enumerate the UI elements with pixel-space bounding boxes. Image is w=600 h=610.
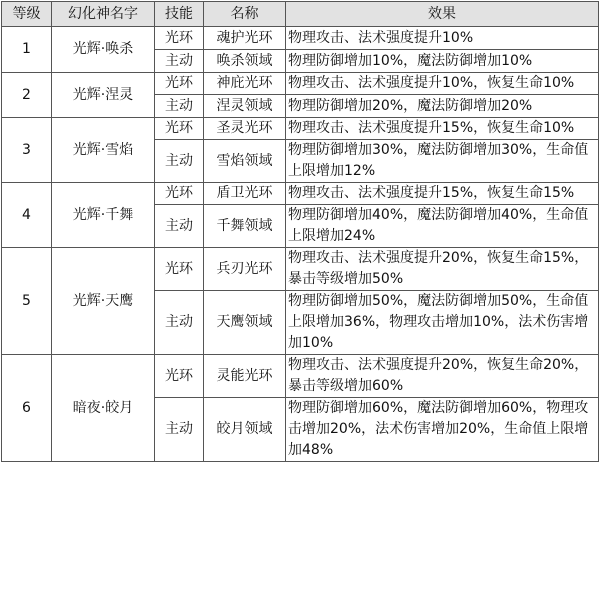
form-name-cell: 光辉·雪焰 [52,118,155,183]
level-cell: 1 [2,27,52,73]
skill-name-cell: 天鹰领域 [204,291,286,355]
skill-name-cell: 唤杀领域 [204,50,286,73]
table-row [2,73,599,95]
transformation-skill-table [1,1,599,462]
effect-cell: 物理攻击、法术强度提升10%，恢复生命10% [286,73,599,95]
level-cell: 6 [2,355,52,462]
skill-type-cell: 光环 [155,118,204,140]
skill-name-cell: 雪焰领域 [204,140,286,183]
header-level: 等级 [2,2,52,27]
skill-type-cell: 光环 [155,27,204,50]
effect-cell: 物理攻击、法术强度提升15%，恢复生命15% [286,183,599,205]
level-cell: 2 [2,73,52,118]
header-skill-type: 技能 [155,2,204,27]
skill-name-cell: 盾卫光环 [204,183,286,205]
skill-name-cell: 皎月领域 [204,398,286,462]
effect-cell: 物理防御增加10%，魔法防御增加10% [286,50,599,73]
skill-name-cell: 神庇光环 [204,73,286,95]
level-cell: 4 [2,183,52,248]
form-name-cell: 暗夜·皎月 [52,355,155,462]
table-row [2,355,599,398]
effect-cell: 物理攻击、法术强度提升10% [286,27,599,50]
skill-type-cell: 光环 [155,73,204,95]
skill-type-cell: 主动 [155,95,204,118]
header-form-name: 幻化神名字 [52,2,155,27]
skill-name-cell: 涅灵领域 [204,95,286,118]
level-cell: 3 [2,118,52,183]
effect-cell: 物理防御增加30%，魔法防御增加30%，生命值上限增加12% [286,140,599,183]
effect-cell: 物理攻击、法术强度提升20%，恢复生命20%，暴击等级增加60% [286,355,599,398]
effect-cell: 物理防御增加40%，魔法防御增加40%，生命值上限增加24% [286,205,599,248]
table-row [2,27,599,50]
skill-name-cell: 千舞领域 [204,205,286,248]
level-cell: 5 [2,248,52,355]
effect-cell: 物理防御增加50%，魔法防御增加50%，生命值上限增加36%，物理攻击增加10%，法术伤害增加10% [286,291,599,355]
table-row [2,118,599,140]
table-row [2,183,599,205]
skill-type-cell: 光环 [155,248,204,291]
effect-cell: 物理防御增加20%，魔法防御增加20% [286,95,599,118]
skill-type-cell: 主动 [155,291,204,355]
skill-type-cell: 主动 [155,398,204,462]
effect-cell: 物理攻击、法术强度提升20%，恢复生命15%，暴击等级增加50% [286,248,599,291]
form-name-cell: 光辉·涅灵 [52,73,155,118]
skill-name-cell: 圣灵光环 [204,118,286,140]
table-header-row [2,2,599,27]
form-name-cell: 光辉·唤杀 [52,27,155,73]
skill-type-cell: 光环 [155,355,204,398]
header-skill-name: 名称 [204,2,286,27]
skill-name-cell: 灵能光环 [204,355,286,398]
effect-cell: 物理攻击、法术强度提升15%，恢复生命10% [286,118,599,140]
skill-name-cell: 魂护光环 [204,27,286,50]
header-effect: 效果 [286,2,599,27]
table-row [2,248,599,291]
form-name-cell: 光辉·千舞 [52,183,155,248]
skill-name-cell: 兵刃光环 [204,248,286,291]
effect-cell: 物理防御增加60%，魔法防御增加60%，物理攻击增加20%，法术伤害增加20%，生命值上限增加48% [286,398,599,462]
form-name-cell: 光辉·天鹰 [52,248,155,355]
skill-type-cell: 主动 [155,140,204,183]
skill-type-cell: 光环 [155,183,204,205]
skill-type-cell: 主动 [155,205,204,248]
skill-type-cell: 主动 [155,50,204,73]
